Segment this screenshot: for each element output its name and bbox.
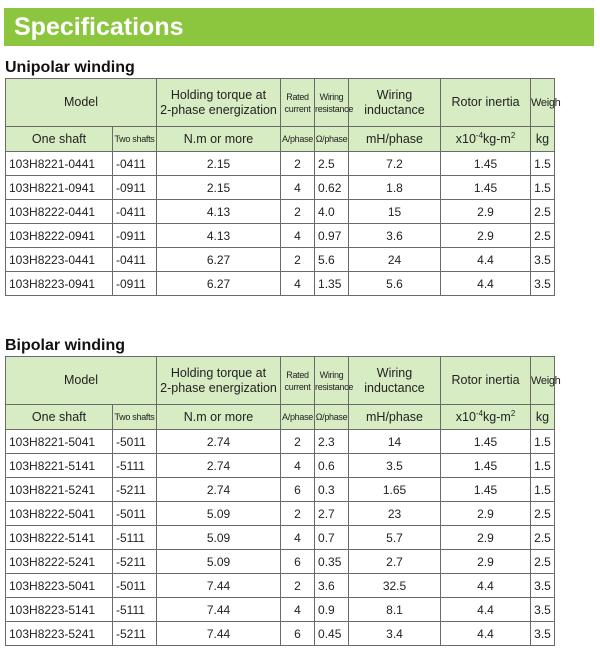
resistance-cell: 0.3 <box>315 478 349 502</box>
torque-cell: 4.13 <box>157 200 281 224</box>
inductance-cell: 3.4 <box>349 622 441 646</box>
rated-current-header: Rated current <box>281 79 315 127</box>
bipolar-spec-table <box>5 356 561 646</box>
rated-current-header: Rated current <box>281 357 315 405</box>
current-cell: 4 <box>281 454 315 478</box>
torque-cell: 2.15 <box>157 152 281 176</box>
current-unit: A/phase <box>281 127 315 152</box>
torque-cell: 5.09 <box>157 526 281 550</box>
inductance-cell: 7.2 <box>349 152 441 176</box>
inductance-cell: 8.1 <box>349 598 441 622</box>
one-shaft-unit: One shaft <box>6 127 113 152</box>
weight-cell: 2.5 <box>531 526 555 550</box>
current-cell: 4 <box>281 526 315 550</box>
torque-unit: N.m or more <box>157 127 281 152</box>
holding-torque-header: Holding torque at 2-phase energization <box>157 357 281 405</box>
two-shafts-unit: Two shafts <box>113 405 157 430</box>
weight-cell: 1.5 <box>531 152 555 176</box>
table-row <box>6 526 555 550</box>
torque-cell: 7.44 <box>157 622 281 646</box>
inertia-cell: 4.4 <box>441 248 531 272</box>
inertia-cell: 2.9 <box>441 550 531 574</box>
two-shafts-cell: -0911 <box>113 224 157 248</box>
inertia-cell: 1.45 <box>441 454 531 478</box>
wiring-resistance-header: Wiring resistance <box>315 357 349 405</box>
inductance-cell: 3.6 <box>349 224 441 248</box>
inertia-cell: 1.45 <box>441 152 531 176</box>
weight-cell: 1.5 <box>531 454 555 478</box>
inductance-cell: 23 <box>349 502 441 526</box>
inertia-cell: 1.45 <box>441 430 531 454</box>
weight-header: Weigh <box>531 357 555 405</box>
inductance-cell: 3.5 <box>349 454 441 478</box>
one-shaft-unit: One shaft <box>6 405 113 430</box>
current-unit: A/phase <box>281 405 315 430</box>
inductance-cell: 2.7 <box>349 550 441 574</box>
inertia-cell: 4.4 <box>441 272 531 296</box>
torque-cell: 7.44 <box>157 574 281 598</box>
resistance-cell: 0.45 <box>315 622 349 646</box>
resistance-cell: 0.97 <box>315 224 349 248</box>
one-shaft-cell: 103H8222-5241 <box>6 550 113 574</box>
table-row <box>6 200 555 224</box>
torque-cell: 6.27 <box>157 272 281 296</box>
table-row <box>6 224 555 248</box>
torque-cell: 7.44 <box>157 598 281 622</box>
table-row <box>6 574 555 598</box>
one-shaft-cell: 103H8222-5041 <box>6 502 113 526</box>
two-shafts-cell: -0411 <box>113 200 157 224</box>
weight-cell: 3.5 <box>531 622 555 646</box>
inductance-cell: 5.7 <box>349 526 441 550</box>
two-shafts-cell: -0411 <box>113 152 157 176</box>
resistance-cell: 0.7 <box>315 526 349 550</box>
resistance-cell: 0.9 <box>315 598 349 622</box>
unipolar-spec-table <box>5 78 561 296</box>
inductance-cell: 24 <box>349 248 441 272</box>
inertia-cell: 2.9 <box>441 502 531 526</box>
current-cell: 2 <box>281 430 315 454</box>
current-cell: 4 <box>281 598 315 622</box>
holding-torque-header: Holding torque at 2-phase energization <box>157 79 281 127</box>
weight-unit: kg <box>531 127 555 152</box>
table-row <box>6 430 555 454</box>
two-shafts-cell: -5111 <box>113 598 157 622</box>
bipolar-section-title: Bipolar winding <box>5 337 125 354</box>
two-shafts-cell: -5011 <box>113 574 157 598</box>
two-shafts-cell: -5111 <box>113 454 157 478</box>
resistance-cell: 4.0 <box>315 200 349 224</box>
weight-cell: 3.5 <box>531 248 555 272</box>
torque-cell: 2.74 <box>157 454 281 478</box>
weight-cell: 1.5 <box>531 478 555 502</box>
inertia-cell: 2.9 <box>441 224 531 248</box>
current-cell: 2 <box>281 248 315 272</box>
inductance-cell: 1.65 <box>349 478 441 502</box>
inductance-cell: 14 <box>349 430 441 454</box>
two-shafts-cell: -5211 <box>113 622 157 646</box>
inertia-unit: $x10^{-4}kg-m^2$ <box>441 405 531 430</box>
two-shafts-unit: Two shafts <box>113 127 157 152</box>
current-cell: 2 <box>281 574 315 598</box>
resistance-cell: 2.3 <box>315 430 349 454</box>
one-shaft-cell: 103H8222-5141 <box>6 526 113 550</box>
model-header: Model <box>6 79 157 127</box>
resistance-cell: 5.6 <box>315 248 349 272</box>
two-shafts-cell: -5111 <box>113 526 157 550</box>
torque-cell: 5.09 <box>157 550 281 574</box>
resistance-unit: Ω/phase <box>315 127 349 152</box>
torque-cell: 2.15 <box>157 176 281 200</box>
one-shaft-cell: 103H8221-5141 <box>6 454 113 478</box>
wiring-inductance-header: Wiring inductance <box>349 357 441 405</box>
current-cell: 6 <box>281 622 315 646</box>
current-cell: 4 <box>281 272 315 296</box>
torque-cell: 2.74 <box>157 478 281 502</box>
torque-unit: N.m or more <box>157 405 281 430</box>
current-cell: 2 <box>281 152 315 176</box>
inertia-cell: 2.9 <box>441 200 531 224</box>
one-shaft-cell: 103H8221-0941 <box>6 176 113 200</box>
torque-cell: 2.74 <box>157 430 281 454</box>
two-shafts-cell: -5011 <box>113 502 157 526</box>
table-row <box>6 478 555 502</box>
weight-cell: 2.5 <box>531 502 555 526</box>
weight-cell: 2.5 <box>531 550 555 574</box>
resistance-cell: 0.62 <box>315 176 349 200</box>
inductance-unit: mH/phase <box>349 127 441 152</box>
weight-cell: 3.5 <box>531 598 555 622</box>
one-shaft-cell: 103H8223-5241 <box>6 622 113 646</box>
resistance-cell: 0.6 <box>315 454 349 478</box>
table-row <box>6 454 555 478</box>
rotor-inertia-header: Rotor inertia <box>441 357 531 405</box>
table-unit-row <box>6 127 555 152</box>
table-row <box>6 152 555 176</box>
weight-cell: 3.5 <box>531 272 555 296</box>
one-shaft-cell: 103H8223-5041 <box>6 574 113 598</box>
two-shafts-cell: -0911 <box>113 176 157 200</box>
resistance-cell: 3.6 <box>315 574 349 598</box>
inertia-cell: 4.4 <box>441 622 531 646</box>
one-shaft-cell: 103H8223-0941 <box>6 272 113 296</box>
table-row <box>6 622 555 646</box>
inductance-cell: 32.5 <box>349 574 441 598</box>
one-shaft-cell: 103H8221-0441 <box>6 152 113 176</box>
wiring-resistance-header: Wiring resistance <box>315 79 349 127</box>
wiring-inductance-header: Wiring inductance <box>349 79 441 127</box>
resistance-cell: 0.35 <box>315 550 349 574</box>
table-unit-row <box>6 405 555 430</box>
weight-header: Weigh <box>531 79 555 127</box>
unipolar-section-title: Unipolar winding <box>5 59 135 76</box>
resistance-cell: 1.35 <box>315 272 349 296</box>
one-shaft-cell: 103H8221-5241 <box>6 478 113 502</box>
resistance-cell: 2.7 <box>315 502 349 526</box>
inertia-cell: 2.9 <box>441 526 531 550</box>
current-cell: 4 <box>281 176 315 200</box>
table-row <box>6 550 555 574</box>
current-cell: 2 <box>281 502 315 526</box>
one-shaft-cell: 103H8223-0441 <box>6 248 113 272</box>
resistance-cell: 2.5 <box>315 152 349 176</box>
weight-cell: 3.5 <box>531 574 555 598</box>
table-row <box>6 598 555 622</box>
table-row <box>6 502 555 526</box>
resistance-unit: Ω/phase <box>315 405 349 430</box>
table-row <box>6 248 555 272</box>
inertia-unit: $x10^{-4}kg-m^2$ <box>441 127 531 152</box>
weight-cell: 2.5 <box>531 200 555 224</box>
current-cell: 6 <box>281 478 315 502</box>
inertia-cell: 4.4 <box>441 598 531 622</box>
weight-unit: kg <box>531 405 555 430</box>
one-shaft-cell: 103H8222-0441 <box>6 200 113 224</box>
weight-cell: 1.5 <box>531 176 555 200</box>
two-shafts-cell: -0411 <box>113 248 157 272</box>
torque-cell: 6.27 <box>157 248 281 272</box>
one-shaft-cell: 103H8223-5141 <box>6 598 113 622</box>
table-header-row <box>6 79 555 127</box>
inductance-cell: 5.6 <box>349 272 441 296</box>
inductance-cell: 15 <box>349 200 441 224</box>
current-cell: 4 <box>281 224 315 248</box>
two-shafts-cell: -0911 <box>113 272 157 296</box>
weight-cell: 1.5 <box>531 430 555 454</box>
specifications-banner: Specifications <box>4 8 594 46</box>
one-shaft-cell: 103H8222-0941 <box>6 224 113 248</box>
model-header: Model <box>6 357 157 405</box>
inertia-cell: 1.45 <box>441 176 531 200</box>
current-cell: 2 <box>281 200 315 224</box>
current-cell: 6 <box>281 550 315 574</box>
torque-cell: 4.13 <box>157 224 281 248</box>
torque-cell: 5.09 <box>157 502 281 526</box>
inductance-unit: mH/phase <box>349 405 441 430</box>
weight-cell: 2.5 <box>531 224 555 248</box>
one-shaft-cell: 103H8221-5041 <box>6 430 113 454</box>
two-shafts-cell: -5211 <box>113 550 157 574</box>
inductance-cell: 1.8 <box>349 176 441 200</box>
inertia-cell: 1.45 <box>441 478 531 502</box>
table-row <box>6 176 555 200</box>
table-row <box>6 272 555 296</box>
two-shafts-cell: -5211 <box>113 478 157 502</box>
inertia-cell: 4.4 <box>441 574 531 598</box>
rotor-inertia-header: Rotor inertia <box>441 79 531 127</box>
table-header-row <box>6 357 555 405</box>
two-shafts-cell: -5011 <box>113 430 157 454</box>
